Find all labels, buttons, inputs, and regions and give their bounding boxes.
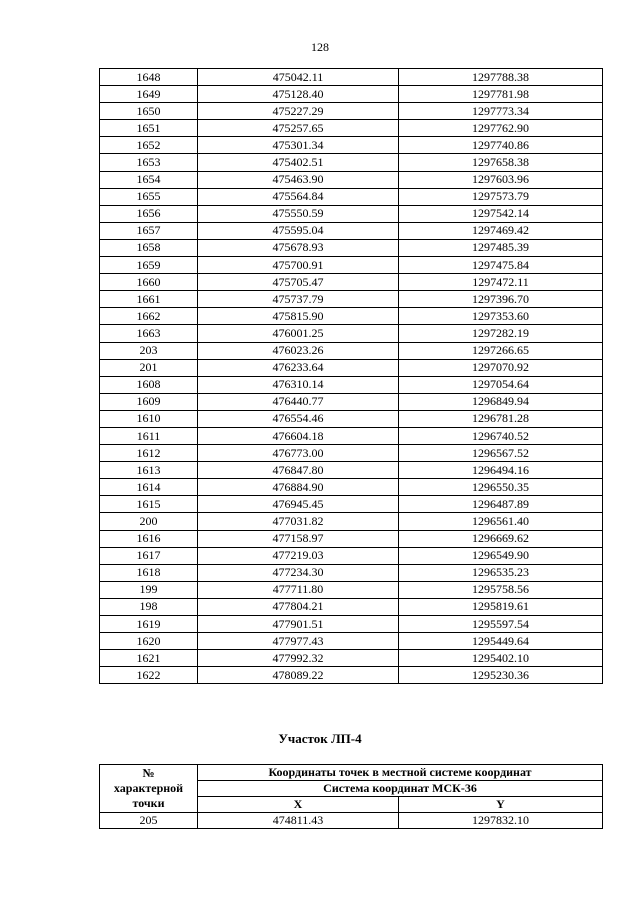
- point-number-cell: 1657: [100, 222, 198, 239]
- table-row: [100, 103, 603, 120]
- point-number-cell: 203: [100, 342, 198, 359]
- table-row: [100, 479, 603, 496]
- y-coordinate-cell: 1295758.56: [399, 581, 603, 598]
- y-coordinate-cell: 1297762.90: [399, 120, 603, 137]
- point-number-cell: 1663: [100, 325, 198, 342]
- y-header: Y: [399, 797, 603, 813]
- x-coordinate-cell: 475042.11: [198, 69, 399, 86]
- table-row: [100, 274, 603, 291]
- point-number-cell: 1609: [100, 393, 198, 410]
- table-row: [100, 410, 603, 427]
- x-coordinate-cell: 476310.14: [198, 376, 399, 393]
- x-coordinate-cell: 477219.03: [198, 547, 399, 564]
- point-number-cell: 1660: [100, 274, 198, 291]
- table-row: [100, 137, 603, 154]
- point-number-cell: 1610: [100, 410, 198, 427]
- point-number-cell: 1648: [100, 69, 198, 86]
- point-number-cell: 1613: [100, 462, 198, 479]
- table-row: [100, 564, 603, 581]
- point-number-cell: 1659: [100, 257, 198, 274]
- point-number-cell: 1621: [100, 650, 198, 667]
- x-coordinate-cell: 475595.04: [198, 222, 399, 239]
- table-row: [100, 513, 603, 530]
- table-row: [100, 188, 603, 205]
- y-coordinate-cell: 1295402.10: [399, 650, 603, 667]
- coordinates-table-body: [100, 69, 603, 684]
- point-number-cell: 1653: [100, 154, 198, 171]
- table-row: [100, 342, 603, 359]
- x-coordinate-cell: 475564.84: [198, 188, 399, 205]
- y-coordinate-cell: 1297781.98: [399, 86, 603, 103]
- table-row: [100, 427, 603, 444]
- table-row: [100, 376, 603, 393]
- x-coordinate-cell: 474811.43: [198, 813, 399, 829]
- y-coordinate-cell: 1295449.64: [399, 633, 603, 650]
- x-coordinate-cell: 477977.43: [198, 633, 399, 650]
- table-row: [100, 86, 603, 103]
- point-number-cell: 200: [100, 513, 198, 530]
- point-number-cell: 1661: [100, 291, 198, 308]
- table-row: [100, 205, 603, 222]
- table-row: [100, 325, 603, 342]
- table-row: [100, 257, 603, 274]
- table-row: [100, 239, 603, 256]
- point-number-cell: 1618: [100, 564, 198, 581]
- table-row: [100, 530, 603, 547]
- y-coordinate-cell: 1296669.62: [399, 530, 603, 547]
- y-coordinate-cell: 1296567.52: [399, 445, 603, 462]
- point-number-cell: 1614: [100, 479, 198, 496]
- section-table-body: [100, 765, 603, 829]
- table-row: [100, 171, 603, 188]
- x-coordinate-cell: 477901.51: [198, 616, 399, 633]
- x-coordinate-cell: 476884.90: [198, 479, 399, 496]
- x-coordinate-cell: 475301.34: [198, 137, 399, 154]
- x-coordinate-cell: 475227.29: [198, 103, 399, 120]
- point-number-cell: 1612: [100, 445, 198, 462]
- x-coordinate-cell: 476440.77: [198, 393, 399, 410]
- y-coordinate-cell: 1297070.92: [399, 359, 603, 376]
- y-coordinate-cell: 1297740.86: [399, 137, 603, 154]
- y-coordinate-cell: 1296549.90: [399, 547, 603, 564]
- x-header: X: [198, 797, 399, 813]
- table-row: [100, 291, 603, 308]
- table-row: [100, 496, 603, 513]
- table-row: [100, 154, 603, 171]
- table-row: [100, 120, 603, 137]
- y-coordinate-cell: 1297282.19: [399, 325, 603, 342]
- point-number-cell: 1615: [100, 496, 198, 513]
- point-number-cell: 1658: [100, 239, 198, 256]
- table-row: [100, 69, 603, 86]
- x-coordinate-cell: 475550.59: [198, 205, 399, 222]
- page-number: 128: [311, 40, 329, 54]
- table-row: [100, 650, 603, 667]
- point-number-cell: 1620: [100, 633, 198, 650]
- y-coordinate-cell: 1297054.64: [399, 376, 603, 393]
- point-number-cell: 198: [100, 598, 198, 615]
- y-coordinate-cell: 1297475.84: [399, 257, 603, 274]
- y-coordinate-cell: 1297472.11: [399, 274, 603, 291]
- table-row: [100, 633, 603, 650]
- table-row: [100, 813, 603, 829]
- x-coordinate-cell: 476554.46: [198, 410, 399, 427]
- table-row: [100, 616, 603, 633]
- x-coordinate-cell: 477158.97: [198, 530, 399, 547]
- x-coordinate-cell: 475463.90: [198, 171, 399, 188]
- table-row: [100, 598, 603, 615]
- section-coordinates-table: [99, 764, 603, 829]
- point-number-cell: 1652: [100, 137, 198, 154]
- y-coordinate-cell: 1296535.23: [399, 564, 603, 581]
- y-coordinate-cell: 1296781.28: [399, 410, 603, 427]
- x-coordinate-cell: 476233.64: [198, 359, 399, 376]
- y-coordinate-cell: 1295230.36: [399, 667, 603, 684]
- point-number-cell: 1617: [100, 547, 198, 564]
- point-number-cell: 1650: [100, 103, 198, 120]
- x-coordinate-cell: 475815.90: [198, 308, 399, 325]
- x-coordinate-cell: 477804.21: [198, 598, 399, 615]
- x-coordinate-cell: 478089.22: [198, 667, 399, 684]
- point-number-cell: 1662: [100, 308, 198, 325]
- y-coordinate-cell: 1297573.79: [399, 188, 603, 205]
- table-row: [100, 462, 603, 479]
- point-number-cell: 201: [100, 359, 198, 376]
- y-coordinate-cell: 1297788.38: [399, 69, 603, 86]
- y-coordinate-cell: 1297485.39: [399, 239, 603, 256]
- point-number-cell: 1656: [100, 205, 198, 222]
- table-row: [100, 667, 603, 684]
- point-number-cell: 205: [100, 813, 198, 829]
- table-row: [100, 581, 603, 598]
- y-coordinate-cell: 1297542.14: [399, 205, 603, 222]
- x-coordinate-cell: 475678.93: [198, 239, 399, 256]
- point-number-cell: 199: [100, 581, 198, 598]
- point-number-cell: 1651: [100, 120, 198, 137]
- y-coordinate-cell: 1296494.16: [399, 462, 603, 479]
- x-coordinate-cell: 477711.80: [198, 581, 399, 598]
- table-row: [100, 393, 603, 410]
- x-coordinate-cell: 477234.30: [198, 564, 399, 581]
- x-coordinate-cell: 477031.82: [198, 513, 399, 530]
- table-row: [100, 308, 603, 325]
- x-coordinate-cell: 475257.65: [198, 120, 399, 137]
- x-coordinate-cell: 476773.00: [198, 445, 399, 462]
- section-header-row: [100, 765, 603, 781]
- y-coordinate-cell: 1297658.38: [399, 154, 603, 171]
- x-coordinate-cell: 476001.25: [198, 325, 399, 342]
- x-coordinate-cell: 475700.91: [198, 257, 399, 274]
- y-coordinate-cell: 1296550.35: [399, 479, 603, 496]
- coords-system-name: Система координат МСК-36: [198, 781, 603, 797]
- table-row: [100, 445, 603, 462]
- point-number-cell: 1654: [100, 171, 198, 188]
- x-coordinate-cell: 476604.18: [198, 427, 399, 444]
- y-coordinate-cell: 1297469.42: [399, 222, 603, 239]
- y-coordinate-cell: 1297832.10: [399, 813, 603, 829]
- y-coordinate-cell: 1297396.70: [399, 291, 603, 308]
- y-coordinate-cell: 1297266.65: [399, 342, 603, 359]
- coordinates-table: [99, 68, 603, 684]
- y-coordinate-cell: 1297773.34: [399, 103, 603, 120]
- y-coordinate-cell: 1296561.40: [399, 513, 603, 530]
- point-number-header: № характерной точки: [100, 765, 198, 813]
- y-coordinate-cell: 1295819.61: [399, 598, 603, 615]
- coords-system-header: Координаты точек в местной системе координат: [198, 765, 603, 781]
- y-coordinate-cell: 1296487.89: [399, 496, 603, 513]
- x-coordinate-cell: 477992.32: [198, 650, 399, 667]
- x-coordinate-cell: 476847.80: [198, 462, 399, 479]
- point-number-cell: 1655: [100, 188, 198, 205]
- table-row: [100, 222, 603, 239]
- point-number-cell: 1622: [100, 667, 198, 684]
- point-number-cell: 1616: [100, 530, 198, 547]
- point-number-cell: 1619: [100, 616, 198, 633]
- y-coordinate-cell: 1296740.52: [399, 427, 603, 444]
- point-number-cell: 1608: [100, 376, 198, 393]
- table-row: [100, 359, 603, 376]
- x-coordinate-cell: 476945.45: [198, 496, 399, 513]
- y-coordinate-cell: 1296849.94: [399, 393, 603, 410]
- point-number-cell: 1649: [100, 86, 198, 103]
- y-coordinate-cell: 1295597.54: [399, 616, 603, 633]
- x-coordinate-cell: 476023.26: [198, 342, 399, 359]
- section-title: Участок ЛП-4: [278, 731, 362, 746]
- x-coordinate-cell: 475128.40: [198, 86, 399, 103]
- y-coordinate-cell: 1297603.96: [399, 171, 603, 188]
- y-coordinate-cell: 1297353.60: [399, 308, 603, 325]
- table-row: [100, 547, 603, 564]
- point-number-cell: 1611: [100, 427, 198, 444]
- x-coordinate-cell: 475402.51: [198, 154, 399, 171]
- x-coordinate-cell: 475705.47: [198, 274, 399, 291]
- x-coordinate-cell: 475737.79: [198, 291, 399, 308]
